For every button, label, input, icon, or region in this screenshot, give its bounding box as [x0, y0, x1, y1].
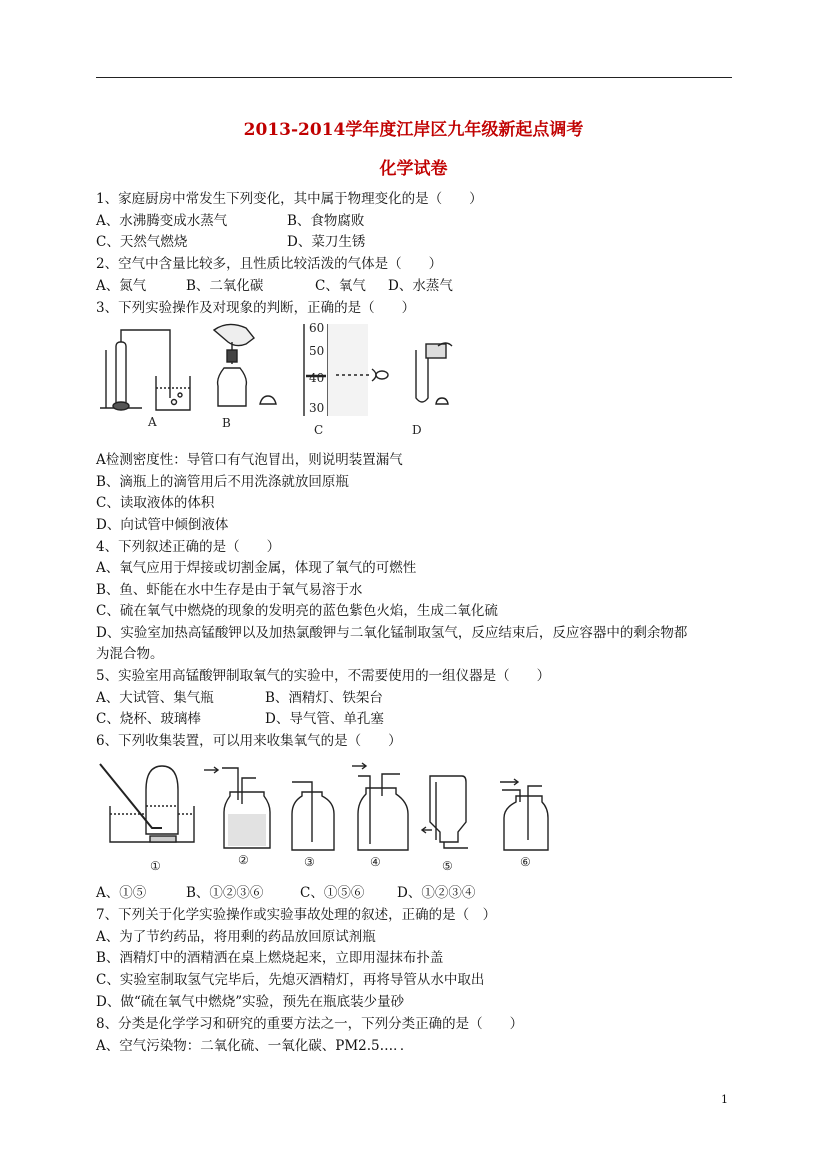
q6-apparatus-1 [100, 764, 194, 842]
q3-stem: 3、下列实验操作及对现象的判断，正确的是（ ） [96, 300, 416, 316]
q4-option-b: B、鱼、虾能在水中生存是由于氧气易溶于水 [96, 582, 363, 598]
q4-option-a: A、氧气应用于焊接或切割金属，体现了氧气的可燃性 [96, 560, 417, 576]
q7-option-d: D、做“硫在氧气中燃烧”实验，预先在瓶底装少量砂 [96, 994, 405, 1010]
q1-option-c: C、天然气燃烧 [96, 234, 188, 250]
q1-stem: 1、家庭厨房中常发生下列变化，其中属于物理变化的是（ ） [96, 191, 483, 207]
q3-label-c: C [314, 423, 324, 437]
q4-option-c: C、硫在氧气中燃烧的现象的发明亮的蓝色紫色火焰，生成二氧化硫 [96, 603, 498, 619]
q3-label-b: B [222, 416, 231, 430]
page-number: 1 [721, 1093, 728, 1106]
q4-option-d: D、实验室加热高锰酸钾以及加热氯酸钾与二氧化锰制取氢气，反应结束后，反应容器中的剩余物都 [96, 625, 688, 641]
q2-option-a: A、氮气 [96, 278, 147, 294]
q6-apparatus-6 [500, 779, 548, 850]
q3-figure [96, 320, 476, 445]
q3-option-c: C、读取液体的体积 [96, 495, 215, 511]
q6-label-4: ④ [370, 855, 381, 869]
q3-apparatus-d [416, 343, 452, 404]
q3-scale-50: 50 [309, 344, 325, 358]
q3-apparatus-a [100, 330, 190, 410]
q7-option-b: B、酒精灯中的酒精洒在桌上燃烧起来，立即用湿抹布扑盖 [96, 950, 444, 966]
q3-option-b: B、滴瓶上的滴管用后不用洗涤就放回原瓶 [96, 474, 349, 490]
q6-label-3: ③ [304, 855, 315, 869]
q2-option-b: B、二氧化碳 [186, 278, 264, 294]
q6-figure [96, 756, 556, 878]
q6-label-1: ① [150, 859, 161, 873]
q4-option-d-cont: 为混合物。 [96, 646, 164, 662]
q3-option-a: A检测密度性：导管口有气泡冒出，则说明装置漏气 [96, 452, 403, 468]
q3-scale-30: 30 [309, 401, 325, 415]
q8-stem: 8、分类是化学学习和研究的重要方法之一，下列分类正确的是（ ） [96, 1016, 524, 1032]
q5-option-a: A、大试管、集气瓶 [96, 690, 214, 706]
q6-apparatus-5 [422, 776, 468, 848]
q7-stem: 7、下列关于化学实验操作或实验事故处理的叙述，正确的是（ ） [96, 907, 497, 923]
q3-option-d: D、向试管中倾倒液体 [96, 517, 229, 533]
q6-label-6: ⑥ [520, 855, 531, 869]
q3-scale-40: 40 [309, 371, 325, 385]
q5-option-d: D、导气管、单孔塞 [265, 711, 384, 727]
q6-apparatus-3 [292, 782, 334, 850]
q6-option-c: C、①⑤⑥ [300, 885, 365, 901]
q3-label-d: D [412, 423, 422, 437]
q6-label-5: ⑤ [442, 859, 453, 873]
q6-apparatus-2 [204, 767, 270, 848]
q5-option-b: B、酒精灯、铁架台 [265, 690, 383, 706]
q2-stem: 2、空气中含量比较多，且性质比较活泼的气体是（ ） [96, 256, 443, 272]
q3-label-a: A [148, 415, 157, 429]
page-subtitle: 化学试卷 [379, 159, 448, 179]
q6-stem: 6、下列收集装置，可以用来收集氧气的是（ ） [96, 733, 402, 749]
q6-option-d: D、①②③④ [397, 885, 476, 901]
q3-scale-60: 60 [309, 321, 325, 335]
q5-option-c: C、烧杯、玻璃棒 [96, 711, 201, 727]
q3-apparatus-b [214, 324, 276, 406]
q6-option-a: A、①⑤ [96, 885, 147, 901]
q4-stem: 4、下列叙述正确的是（ ） [96, 539, 281, 555]
q7-option-c: C、实验室制取氢气完毕后，先熄灭酒精灯，再将导管从水中取出 [96, 972, 485, 988]
page-title: 2013-2014学年度江岸区九年级新起点调考 [243, 120, 584, 140]
q1-option-d: D、菜刀生锈 [287, 234, 366, 250]
q8-option-a: A、空气污染物：二氧化硫、一氧化碳、PM2.5…．． [96, 1038, 414, 1054]
q2-option-d: D、水蒸气 [388, 278, 453, 294]
q1-option-a: A、水沸腾变成水蒸气 [96, 213, 228, 229]
q1-option-b: B、食物腐败 [287, 213, 365, 229]
q2-option-c: C、氧气 [315, 278, 366, 294]
q6-option-b: B、①②③⑥ [186, 885, 264, 901]
q6-label-2: ② [238, 853, 249, 867]
q6-apparatus-4 [352, 763, 408, 850]
q7-option-a: A、为了节约药品，将用剩的药品放回原试剂瓶 [96, 929, 376, 945]
header-rule [96, 77, 732, 78]
q5-stem: 5、实验室用高锰酸钾制取氧气的实验中，不需要使用的一组仪器是（ ） [96, 668, 551, 684]
